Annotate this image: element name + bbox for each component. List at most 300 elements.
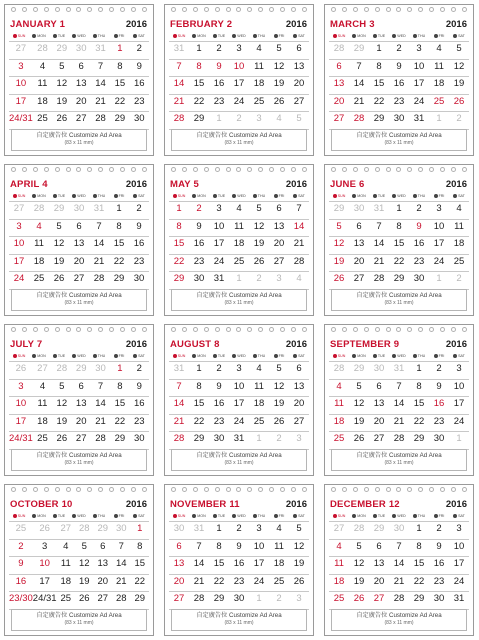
ad-label: 自定廣告位 Customize Ad Area <box>196 452 282 459</box>
day-cell <box>189 397 209 415</box>
day-number: 14 <box>173 398 185 410</box>
weekday-label: FRI <box>269 513 289 519</box>
day-number: 26 <box>253 255 265 267</box>
day-number: 2 <box>236 523 242 534</box>
binding-hole <box>55 7 60 12</box>
month-name: MAY <box>170 178 191 190</box>
day-cell <box>57 557 75 575</box>
day-number: 3 <box>236 43 242 54</box>
day-cell <box>29 255 49 273</box>
day-cell <box>9 592 33 610</box>
day-cell <box>72 42 91 60</box>
day-cell <box>75 540 93 558</box>
weekday-label: TUE <box>209 353 229 359</box>
binding-hole <box>331 167 336 172</box>
day-cell <box>189 592 209 610</box>
day-number: 4 <box>336 380 342 392</box>
year-label: 2016 <box>445 498 467 510</box>
day-cell <box>131 592 149 610</box>
day-number: 9 <box>136 60 142 72</box>
ad-label: 自定廣告位 Customize Ad Area <box>36 452 122 459</box>
day-number: 3 <box>216 203 222 214</box>
day-cell <box>449 415 469 433</box>
day-cell <box>369 42 389 60</box>
binding-holes <box>11 7 147 13</box>
day-cell <box>449 380 469 398</box>
day-number: 22 <box>114 95 126 107</box>
day-number: 13 <box>333 78 345 90</box>
day-number: 26 <box>56 113 68 125</box>
day-cell <box>49 237 69 255</box>
day-number: 17 <box>433 238 445 250</box>
day-cell <box>349 272 369 290</box>
binding-hole <box>331 487 336 492</box>
day-number: 29 <box>114 433 126 445</box>
day-cell <box>449 522 469 540</box>
weekday-label: FRI <box>109 193 129 199</box>
binding-hole <box>236 327 241 332</box>
day-cell <box>9 272 29 290</box>
day-cell <box>289 255 309 273</box>
month-title <box>330 19 375 30</box>
day-number: 31 <box>453 593 465 605</box>
day-cell <box>249 362 269 380</box>
day-number: 12 <box>353 558 365 570</box>
binding-hole <box>226 167 231 172</box>
day-number: 29 <box>373 113 385 125</box>
day-cell <box>349 42 369 60</box>
day-number: 27 <box>13 203 25 214</box>
day-cell <box>269 202 289 220</box>
day-cell <box>449 42 469 60</box>
day-cell <box>75 522 93 540</box>
day-cell <box>189 237 209 255</box>
day-number: 7 <box>97 60 104 72</box>
day-cell <box>72 112 91 130</box>
day-cell <box>89 202 109 220</box>
binding-hole <box>87 7 92 12</box>
day-cell <box>33 77 52 95</box>
day-cell <box>112 557 130 575</box>
weekday-label: WED <box>229 353 249 359</box>
year-label: 2016 <box>125 338 147 350</box>
binding-hole <box>142 167 147 172</box>
binding-hole <box>131 327 136 332</box>
day-cell <box>9 397 33 415</box>
day-number: 27 <box>15 43 27 54</box>
day-cell <box>289 60 309 78</box>
day-number: 21 <box>173 415 185 427</box>
day-cell <box>52 380 71 398</box>
day-number: 9 <box>18 558 24 570</box>
binding-hole <box>386 487 391 492</box>
day-number: 8 <box>176 220 182 232</box>
day-number: 25 <box>15 523 27 534</box>
month-title <box>10 499 73 510</box>
binding-hole <box>396 327 401 332</box>
day-number: 14 <box>173 78 185 90</box>
day-number: 31 <box>93 203 105 214</box>
binding-hole <box>291 167 296 172</box>
day-cell <box>69 202 89 220</box>
day-number: 20 <box>293 78 305 90</box>
month-number: 8 <box>214 338 220 350</box>
binding-hole <box>342 7 347 12</box>
day-number: 9 <box>236 540 242 552</box>
day-number: 11 <box>334 558 344 570</box>
day-number: 15 <box>373 78 385 90</box>
ad-label: 自定廣告位 Customize Ad Area <box>36 292 122 299</box>
binding-holes <box>11 327 147 333</box>
day-number: 9 <box>136 220 142 232</box>
day-cell <box>369 397 389 415</box>
binding-hole <box>429 487 434 492</box>
weekday-label: MON <box>189 193 209 199</box>
day-number: 20 <box>273 238 285 250</box>
ad-size: (83 x 11 mm) <box>224 620 254 626</box>
ad-size: (83 x 11 mm) <box>64 140 94 146</box>
day-cell <box>9 95 33 113</box>
binding-hole <box>66 487 71 492</box>
day-cell <box>110 95 129 113</box>
day-number: 13 <box>75 78 87 90</box>
binding-hole <box>215 7 220 12</box>
binding-hole <box>407 7 412 12</box>
day-cell <box>91 415 110 433</box>
day-number: 17 <box>39 575 50 587</box>
day-cell <box>109 237 129 255</box>
day-number: 13 <box>273 220 285 232</box>
month-card-december <box>324 484 474 636</box>
binding-hole <box>22 487 27 492</box>
weekday-row <box>329 193 469 199</box>
weekday-label: MON <box>29 513 49 519</box>
day-number: 23 <box>413 255 425 267</box>
ad-area <box>331 129 467 151</box>
day-number: 29 <box>193 433 205 445</box>
day-number: 20 <box>75 95 87 107</box>
binding-hole <box>109 167 114 172</box>
binding-hole <box>462 167 467 172</box>
day-cell <box>189 557 209 575</box>
weekday-row <box>329 33 469 39</box>
day-number: 29 <box>353 43 365 54</box>
day-number: 9 <box>436 540 442 552</box>
weekday-label: SUN <box>169 513 189 519</box>
day-number: 12 <box>353 398 365 410</box>
day-cell <box>129 237 149 255</box>
weekday-label: SUN <box>329 193 349 199</box>
day-number: 27 <box>37 363 48 374</box>
day-number: 26 <box>273 95 285 107</box>
binding-hole <box>396 167 401 172</box>
binding-holes <box>11 167 147 173</box>
day-number: 3 <box>296 433 302 445</box>
binding-hole <box>11 487 16 492</box>
day-number: 24 <box>453 575 465 587</box>
day-cell <box>75 592 93 610</box>
binding-hole <box>269 7 274 12</box>
day-cell <box>429 220 449 238</box>
day-number: 11 <box>254 380 264 392</box>
day-number: 31 <box>193 523 205 534</box>
day-number: 23 <box>433 575 445 587</box>
day-cell <box>209 202 229 220</box>
year-label: 2016 <box>285 498 307 510</box>
day-cell <box>269 415 289 433</box>
day-cell <box>209 60 229 78</box>
day-number: 28 <box>79 523 90 534</box>
month-title <box>10 19 65 30</box>
day-number: 16 <box>393 78 405 90</box>
day-cell <box>169 522 189 540</box>
day-cell <box>169 202 189 220</box>
day-number: 24 <box>453 415 465 427</box>
day-cell <box>389 60 409 78</box>
day-cell <box>329 397 349 415</box>
binding-holes <box>331 487 467 493</box>
binding-hole <box>66 167 71 172</box>
day-number: 8 <box>117 380 123 392</box>
ad-area <box>171 289 307 311</box>
day-number: 9 <box>436 380 442 392</box>
day-number: 18 <box>37 95 48 107</box>
weekday-label: TUE <box>369 513 389 519</box>
month-name: APRIL <box>10 178 40 190</box>
weekday-label: TUE <box>49 33 69 39</box>
day-number: 9 <box>136 380 142 392</box>
day-cell <box>169 397 189 415</box>
day-cell <box>429 255 449 273</box>
binding-hole <box>109 487 114 492</box>
day-cell <box>112 540 130 558</box>
day-number: 10 <box>433 220 445 232</box>
day-number: 12 <box>56 78 68 90</box>
day-cell <box>229 362 249 380</box>
day-number: 5 <box>356 380 362 392</box>
day-number: 14 <box>95 398 106 410</box>
day-number: 19 <box>453 78 465 90</box>
binding-hole <box>236 7 241 12</box>
weekday-label: WED <box>389 513 409 519</box>
day-cell <box>429 397 449 415</box>
binding-hole <box>171 7 176 12</box>
month-card-august <box>164 324 314 476</box>
day-cell <box>289 432 309 450</box>
day-number: 7 <box>176 60 182 72</box>
day-cell <box>389 362 409 380</box>
day-cell <box>249 415 269 433</box>
day-number: 15 <box>114 78 126 90</box>
day-grid <box>169 361 309 450</box>
day-number: 19 <box>293 558 305 570</box>
day-number: 13 <box>373 558 385 570</box>
weekday-label: SAT <box>449 353 469 359</box>
day-number: 20 <box>73 255 85 267</box>
weekday-label: SAT <box>289 353 309 359</box>
month-card-october <box>4 484 154 636</box>
day-cell <box>289 237 309 255</box>
weekday-label: THU <box>249 33 269 39</box>
day-number: 19 <box>79 575 90 587</box>
day-cell <box>89 237 109 255</box>
weekday-row <box>169 513 309 519</box>
day-number: 29 <box>56 43 68 54</box>
day-cell <box>449 362 469 380</box>
month-number: 9 <box>393 338 400 350</box>
day-number: 17 <box>233 78 245 90</box>
day-cell <box>69 220 89 238</box>
day-cell <box>409 95 429 113</box>
ad-area <box>11 129 147 151</box>
ad-area <box>331 449 467 471</box>
day-cell <box>129 272 149 290</box>
day-number: 15 <box>193 398 205 410</box>
day-number: 16 <box>133 238 145 250</box>
ad-size: (83 x 11 mm) <box>224 300 254 306</box>
binding-hole <box>22 7 27 12</box>
day-number: 26 <box>353 433 365 445</box>
day-cell <box>369 95 389 113</box>
day-number: 29 <box>213 593 225 605</box>
day-cell <box>249 95 269 113</box>
binding-hole <box>302 7 307 12</box>
day-number: 10 <box>15 78 27 90</box>
day-cell <box>409 202 429 220</box>
binding-hole <box>396 7 401 12</box>
day-number: 4 <box>296 273 302 285</box>
day-cell <box>409 42 429 60</box>
weekday-label: SAT <box>129 513 149 519</box>
day-number: 24 <box>13 273 25 285</box>
day-number: 12 <box>293 540 305 552</box>
day-cell <box>52 397 71 415</box>
binding-hole <box>22 327 27 332</box>
day-cell <box>49 272 69 290</box>
day-number: 29 <box>53 203 65 214</box>
day-number: 23 <box>233 575 245 587</box>
day-cell <box>189 77 209 95</box>
day-number: 7 <box>296 203 302 214</box>
binding-holes <box>11 487 147 493</box>
year-label: 2016 <box>125 178 147 190</box>
day-number: 21 <box>95 415 106 427</box>
ad-area <box>331 289 467 311</box>
ad-label: 自定廣告位 Customize Ad Area <box>356 452 442 459</box>
weekday-label: THU <box>89 353 109 359</box>
day-number: 17 <box>253 558 265 570</box>
day-cell <box>229 220 249 238</box>
day-cell <box>29 202 49 220</box>
day-cell <box>389 592 409 610</box>
day-cell <box>409 220 429 238</box>
ad-size: (83 x 11 mm) <box>384 140 414 146</box>
day-number: 29 <box>193 113 205 125</box>
day-number: 5 <box>59 380 65 392</box>
binding-hole <box>364 167 369 172</box>
day-cell <box>249 220 269 238</box>
binding-hole <box>429 167 434 172</box>
day-number: 13 <box>373 398 385 410</box>
binding-hole <box>342 487 347 492</box>
binding-hole <box>375 7 380 12</box>
day-cell <box>131 557 149 575</box>
day-cell <box>69 237 89 255</box>
day-cell <box>29 237 49 255</box>
binding-hole <box>375 167 380 172</box>
binding-hole <box>280 487 285 492</box>
binding-hole <box>109 7 114 12</box>
day-number: 29 <box>134 593 146 605</box>
binding-hole <box>193 167 198 172</box>
binding-hole <box>11 327 16 332</box>
day-cell <box>130 380 149 398</box>
day-cell <box>33 575 57 593</box>
month-title <box>10 179 48 190</box>
day-cell <box>269 112 289 130</box>
weekday-label: FRI <box>429 513 449 519</box>
day-cell <box>449 112 469 130</box>
month-header <box>170 338 307 350</box>
day-cell <box>449 95 469 113</box>
day-grid <box>329 361 469 450</box>
day-number: 2 <box>136 363 142 374</box>
binding-hole <box>375 327 380 332</box>
month-title <box>170 179 199 190</box>
day-number: 2 <box>196 203 202 214</box>
month-card-november <box>164 484 314 636</box>
day-cell <box>389 95 409 113</box>
day-number: 23 <box>193 255 205 267</box>
day-number: 3 <box>416 43 422 54</box>
day-cell <box>209 112 229 130</box>
day-cell <box>349 592 369 610</box>
day-cell <box>94 575 112 593</box>
day-cell <box>429 42 449 60</box>
day-cell <box>189 575 209 593</box>
binding-hole <box>171 327 176 332</box>
month-card-january <box>4 4 154 156</box>
day-cell <box>369 237 389 255</box>
day-cell <box>349 60 369 78</box>
day-number: 4 <box>336 540 342 552</box>
day-number: 24/31 <box>32 593 57 605</box>
day-number: 19 <box>253 238 265 250</box>
day-cell <box>409 362 429 380</box>
month-header <box>330 338 467 350</box>
binding-hole <box>462 7 467 12</box>
day-number: 5 <box>56 220 62 232</box>
day-number: 6 <box>78 60 84 72</box>
binding-hole <box>98 167 103 172</box>
day-grid <box>329 521 469 610</box>
day-cell <box>289 415 309 433</box>
day-number: 30 <box>213 433 225 445</box>
year-label: 2016 <box>445 338 467 350</box>
day-cell <box>389 220 409 238</box>
day-cell <box>349 415 369 433</box>
day-number: 12 <box>53 238 65 250</box>
binding-hole <box>22 167 27 172</box>
binding-hole <box>236 167 241 172</box>
day-number: 9 <box>416 220 422 232</box>
day-number: 31 <box>393 363 405 374</box>
binding-hole <box>87 167 92 172</box>
binding-hole <box>280 327 285 332</box>
day-cell <box>130 77 149 95</box>
binding-hole <box>226 327 231 332</box>
day-cell <box>249 42 269 60</box>
